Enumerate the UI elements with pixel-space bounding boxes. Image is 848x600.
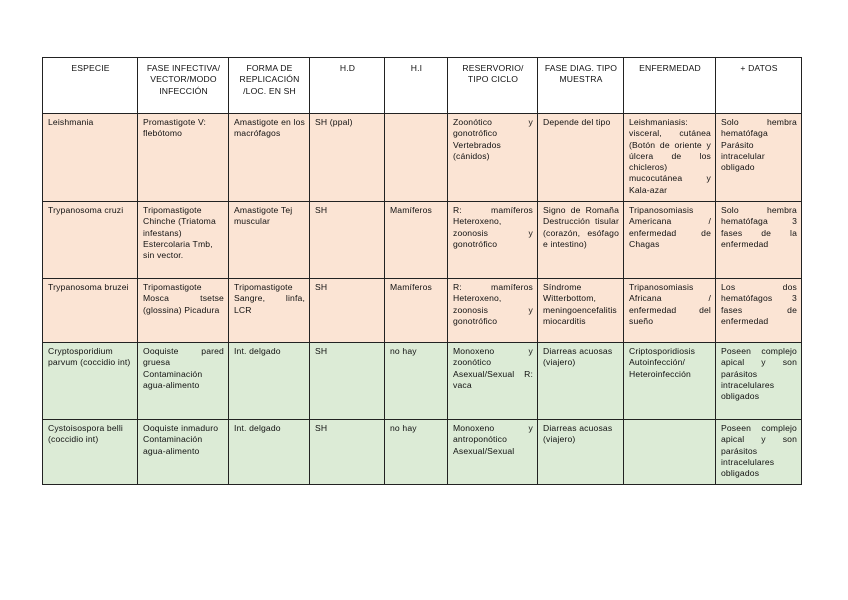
header-especie: ESPECIE bbox=[43, 58, 138, 114]
header-fase-infectiva: FASE INFECTIVA/ VECTOR/MODO INFECCIÓN bbox=[138, 58, 229, 114]
cell-hi: no hay bbox=[385, 420, 448, 485]
cell-enfermedad: Tripanosomiasis Africana / enfermedad del sueño bbox=[624, 279, 716, 343]
parasite-table bbox=[42, 57, 802, 485]
cell-especie: Trypanosoma bruzei bbox=[43, 279, 138, 343]
cell-hd: SH bbox=[310, 202, 385, 279]
header-reservorio: RESERVORIO/ TIPO CICLO bbox=[448, 58, 538, 114]
cell-hd: SH (ppal) bbox=[310, 114, 385, 202]
cell-fase: Ooquiste inmaduro Contaminación agua-alimento bbox=[138, 420, 229, 485]
cell-replicacion: Int. delgado bbox=[229, 343, 310, 420]
cell-reservorio: R: mamíferos Heteroxeno, zoonosis y gonotrófico bbox=[448, 202, 538, 279]
cell-enfermedad: Tripanosomiasis Americana / enfermedad de Chagas bbox=[624, 202, 716, 279]
header-hd: H.D bbox=[310, 58, 385, 114]
header-datos: + DATOS bbox=[716, 58, 802, 114]
cell-especie: Cystoisospora belli (coccidio int) bbox=[43, 420, 138, 485]
cell-diag: Síndrome Witterbottom, meningoencefalitis miocarditis bbox=[538, 279, 624, 343]
cell-hd: SH bbox=[310, 279, 385, 343]
cell-hi: Mamíferos bbox=[385, 279, 448, 343]
table-row bbox=[43, 343, 802, 420]
table-row bbox=[43, 202, 802, 279]
cell-hd: SH bbox=[310, 343, 385, 420]
cell-reservorio: Zoonótico y gonotrófico Vertebrados (cánidos) bbox=[448, 114, 538, 202]
cell-reservorio: R: mamíferos Heteroxeno, zoonosis y gonotrófico bbox=[448, 279, 538, 343]
cell-replicacion: Amastigote en los macrófagos bbox=[229, 114, 310, 202]
cell-datos: Solo hembra hematófaga Parásito intracelular obligado bbox=[716, 114, 802, 202]
cell-enfermedad bbox=[624, 420, 716, 485]
cell-datos: Poseen complejo apical y son parásitos intracelulares obligados bbox=[716, 420, 802, 485]
header-row bbox=[43, 58, 802, 114]
header-forma-replicacion: FORMA DE REPLICACIÓN /LOC. EN SH bbox=[229, 58, 310, 114]
cell-diag: Diarreas acuosas (viajero) bbox=[538, 420, 624, 485]
cell-especie: Trypanosoma cruzi bbox=[43, 202, 138, 279]
cell-fase: Ooquiste pared gruesa Contaminación agua-alimento bbox=[138, 343, 229, 420]
cell-hi: no hay bbox=[385, 343, 448, 420]
cell-reservorio: Monoxeno y zoonótico Asexual/Sexual R: vaca bbox=[448, 343, 538, 420]
cell-fase: Promastigote V: flebótomo bbox=[138, 114, 229, 202]
cell-datos: Poseen complejo apical y son parásitos intracelulares obligados bbox=[716, 343, 802, 420]
header-hi: H.I bbox=[385, 58, 448, 114]
cell-especie: Cryptosporidium parvum (coccidio int) bbox=[43, 343, 138, 420]
header-enfermedad: ENFERMEDAD bbox=[624, 58, 716, 114]
cell-datos: Solo hembra hematófaga 3 fases de la enfermedad bbox=[716, 202, 802, 279]
cell-hd: SH bbox=[310, 420, 385, 485]
cell-especie: Leishmania bbox=[43, 114, 138, 202]
header-fase-diag: FASE DIAG. TIPO MUESTRA bbox=[538, 58, 624, 114]
cell-replicacion: Tripomastigote Sangre, linfa, LCR bbox=[229, 279, 310, 343]
table-row bbox=[43, 279, 802, 343]
table-row bbox=[43, 420, 802, 485]
cell-fase: Tripomastigote Chinche (Triatoma infestans) Estercolaria Tmb, sin vector. bbox=[138, 202, 229, 279]
cell-hi: Mamíferos bbox=[385, 202, 448, 279]
cell-reservorio: Monoxeno y antroponótico Asexual/Sexual bbox=[448, 420, 538, 485]
cell-enfermedad: Leishmaniasis: visceral, cutánea (Botón de oriente y úlcera de los chicleros) mucocutánea y Kala-azar bbox=[624, 114, 716, 202]
cell-diag: Diarreas acuosas (viajero) bbox=[538, 343, 624, 420]
cell-datos: Los dos hematófagos 3 fases de enfermedad bbox=[716, 279, 802, 343]
cell-hi bbox=[385, 114, 448, 202]
cell-diag: Depende del tipo bbox=[538, 114, 624, 202]
cell-diag: Signo de Romaña Destrucción tisular (corazón, esófago e intestino) bbox=[538, 202, 624, 279]
cell-replicacion: Amastigote Tej muscular bbox=[229, 202, 310, 279]
cell-replicacion: Int. delgado bbox=[229, 420, 310, 485]
cell-enfermedad: Criptosporidiosis Autoinfección/ Heteroinfección bbox=[624, 343, 716, 420]
cell-fase: Tripomastigote Mosca tsetse (glossina) Picadura bbox=[138, 279, 229, 343]
table-row bbox=[43, 114, 802, 202]
